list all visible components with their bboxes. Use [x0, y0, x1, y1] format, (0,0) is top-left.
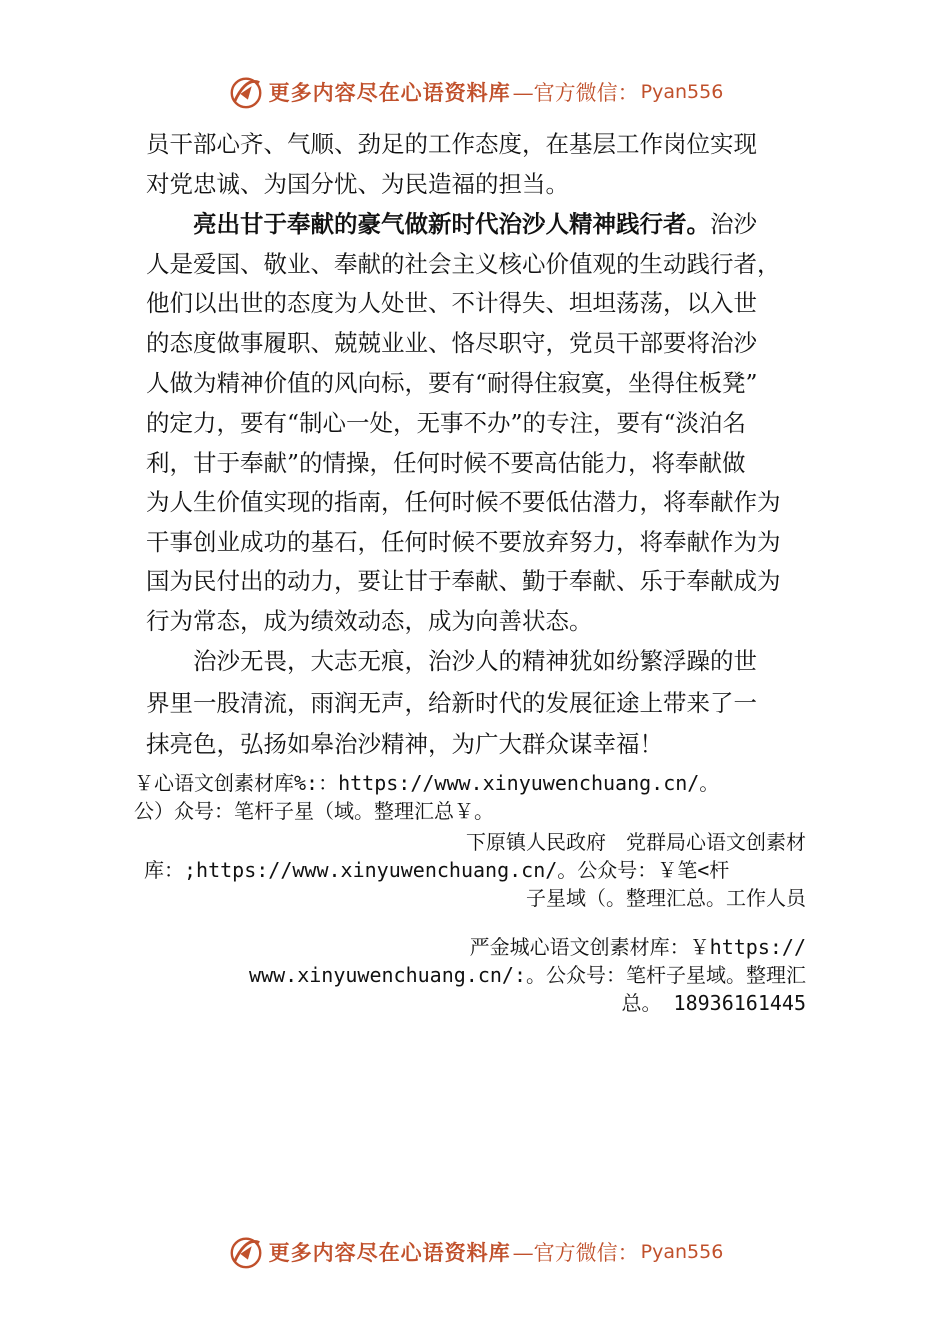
- section-heading: 亮出甘于奉献的豪气做新时代治沙人精神践行者。: [193, 210, 710, 238]
- body-line: 人是爱国、敬业、奉献的社会主义核心价值观的生动践行者，: [146, 250, 781, 278]
- footer-line: 严金城心语文创素材库：￥https://: [469, 935, 806, 959]
- footer-line: www.xinyuwenchuang.cn/:。公众号：笔杆子星域。整理汇: [249, 963, 806, 987]
- banner-wechat-id: Pyan556: [640, 1241, 724, 1263]
- body-line: 他们以出世的态度为人处世、不计得失、坦坦荡荡，以入世: [146, 289, 757, 317]
- body-line: 利，甘于奉献”的情操，任何时候不要高估能力，将奉献做: [146, 449, 746, 477]
- body-line: 国为民付出的动力，要让甘于奉献、勤于奉献、乐于奉献成为: [146, 567, 781, 595]
- body-line: 干事创业成功的基石，任何时候不要放弃努力，将奉献作为为: [146, 528, 781, 556]
- body-line: 治沙无畏，大志无痕，治沙人的精神犹如纷繁浮躁的世: [146, 647, 757, 675]
- footer-line: 库：;https://www.xinyuwenchuang.cn/。公众号：￥笔<杆: [144, 858, 730, 882]
- body-line: 为人生价值实现的指南，任何时候不要低估潜力，将奉献作为: [146, 488, 781, 516]
- footer-banner: [0, 1232, 950, 1272]
- heading-continuation: 治沙: [710, 210, 757, 238]
- body-line: 员干部心齐、气顺、劲足的工作态度，在基层工作岗位实现: [146, 130, 757, 158]
- logo-icon: [227, 1233, 265, 1271]
- banner-main-text: 更多内容尽在心语资料库: [268, 1240, 511, 1265]
- body-line: 抹亮色，弘扬如皋治沙精神，为广大群众谋幸福！: [146, 730, 663, 758]
- footer-line: 总。 18936161445: [621, 991, 806, 1015]
- footer-line: 公）众号：笔杆子星（域。整理汇总￥。: [134, 799, 494, 823]
- banner-main-text: 更多内容尽在心语资料库: [268, 80, 511, 105]
- banner-mid-text: —官方微信：: [512, 81, 639, 105]
- footer-line: ￥心语文创素材库%:：https://www.xinyuwenchuang.cn/。: [134, 771, 720, 795]
- banner-mid-text: —官方微信：: [512, 1241, 639, 1265]
- banner-wechat-id: Pyan556: [640, 81, 724, 103]
- footer-line: 子星域（。整理汇总。工作人员: [526, 886, 806, 910]
- body-line: 的定力，要有“制心一处，无事不办”的专注，要有“淡泊名: [146, 409, 747, 437]
- body-line: 界里一股清流，雨润无声，给新时代的发展征途上带来了一: [146, 689, 757, 717]
- section-heading-line: [146, 209, 808, 239]
- logo-icon: [227, 73, 265, 111]
- body-line: 人做为精神价值的风向标，要有“耐得住寂寞，坐得住板凳”: [146, 369, 758, 397]
- body-line: 的态度做事履职、兢兢业业、恪尽职守，党员干部要将治沙: [146, 329, 757, 357]
- body-line: 行为常态，成为绩效动态，成为向善状态。: [146, 607, 593, 635]
- footer-line: 下原镇人民政府 党群局心语文创素材: [466, 830, 806, 854]
- header-banner: [0, 72, 950, 112]
- body-line: 对党忠诚、为国分忧、为民造福的担当。: [146, 170, 569, 198]
